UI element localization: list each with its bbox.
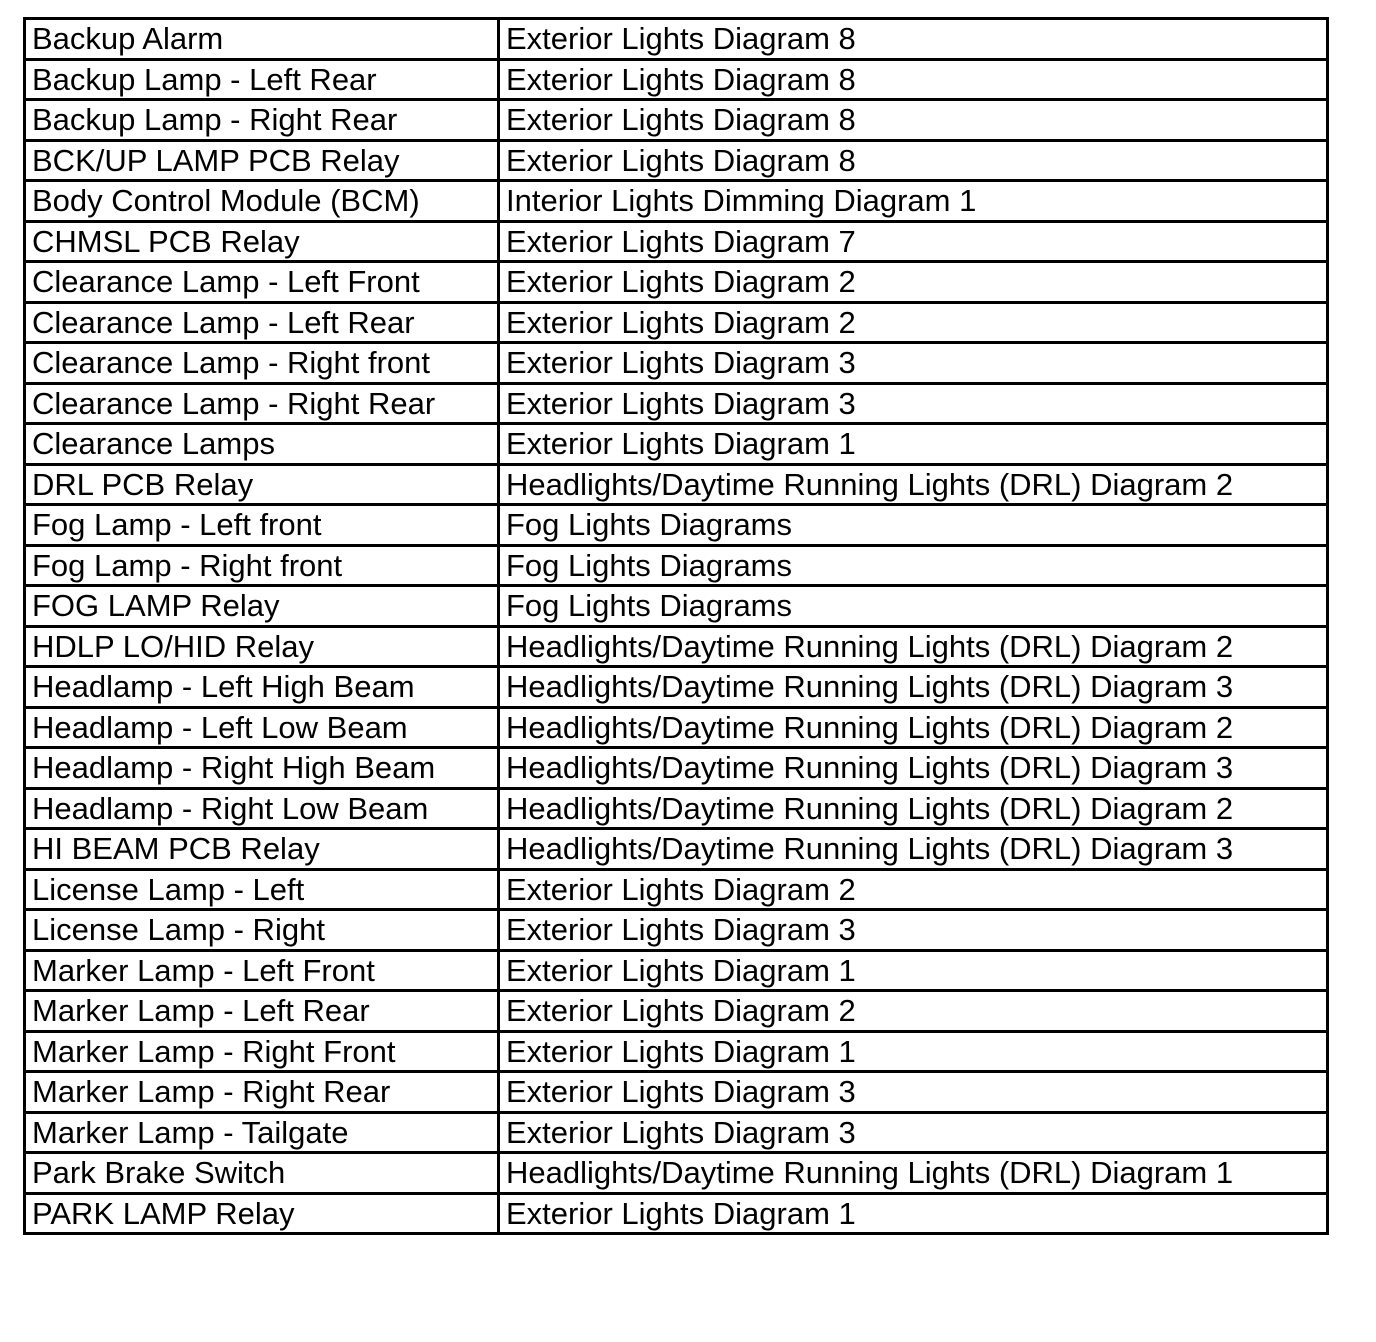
diagram-reference-cell: Exterior Lights Diagram 8 (499, 19, 1328, 60)
diagram-reference-cell: Headlights/Daytime Running Lights (DRL) Diagram 3 (499, 667, 1328, 708)
diagram-reference-cell: Exterior Lights Diagram 3 (499, 1072, 1328, 1113)
component-cell: BCK/UP LAMP PCB Relay (25, 140, 499, 181)
component-cell: Backup Alarm (25, 19, 499, 60)
table-row (25, 464, 1328, 505)
component-cell: Headlamp - Left High Beam (25, 667, 499, 708)
component-cell: Fog Lamp - Left front (25, 505, 499, 546)
diagram-reference-cell: Headlights/Daytime Running Lights (DRL) Diagram 2 (499, 626, 1328, 667)
table-row (25, 545, 1328, 586)
diagram-reference-cell: Exterior Lights Diagram 1 (499, 1031, 1328, 1072)
component-index-table (23, 17, 1329, 1235)
diagram-reference-cell: Headlights/Daytime Running Lights (DRL) Diagram 1 (499, 1153, 1328, 1194)
diagram-reference-cell: Fog Lights Diagrams (499, 586, 1328, 627)
component-cell: Headlamp - Right High Beam (25, 748, 499, 789)
table-row (25, 140, 1328, 181)
component-cell: Headlamp - Right Low Beam (25, 788, 499, 829)
diagram-reference-cell: Exterior Lights Diagram 2 (499, 302, 1328, 343)
component-cell: DRL PCB Relay (25, 464, 499, 505)
diagram-reference-cell: Exterior Lights Diagram 2 (499, 262, 1328, 303)
diagram-reference-cell: Fog Lights Diagrams (499, 505, 1328, 546)
table-row (25, 829, 1328, 870)
diagram-reference-cell: Exterior Lights Diagram 1 (499, 1193, 1328, 1234)
diagram-reference-cell: Exterior Lights Diagram 3 (499, 910, 1328, 951)
table-row (25, 100, 1328, 141)
component-cell: Marker Lamp - Left Rear (25, 991, 499, 1032)
diagram-reference-cell: Headlights/Daytime Running Lights (DRL) Diagram 2 (499, 707, 1328, 748)
component-cell: Clearance Lamp - Right front (25, 343, 499, 384)
table-row (25, 586, 1328, 627)
table-row (25, 221, 1328, 262)
component-cell: Headlamp - Left Low Beam (25, 707, 499, 748)
table-body (25, 19, 1328, 1234)
component-cell: Marker Lamp - Left Front (25, 950, 499, 991)
component-cell: HDLP LO/HID Relay (25, 626, 499, 667)
component-cell: Fog Lamp - Right front (25, 545, 499, 586)
component-cell: Clearance Lamp - Right Rear (25, 383, 499, 424)
diagram-reference-cell: Headlights/Daytime Running Lights (DRL) Diagram 3 (499, 829, 1328, 870)
table-row (25, 626, 1328, 667)
component-cell: Marker Lamp - Right Front (25, 1031, 499, 1072)
diagram-reference-cell: Exterior Lights Diagram 3 (499, 343, 1328, 384)
component-cell: Park Brake Switch (25, 1153, 499, 1194)
diagram-reference-cell: Exterior Lights Diagram 2 (499, 991, 1328, 1032)
table-row (25, 383, 1328, 424)
diagram-reference-cell: Interior Lights Dimming Diagram 1 (499, 181, 1328, 222)
component-cell: License Lamp - Left (25, 869, 499, 910)
table-row (25, 181, 1328, 222)
table-row (25, 1112, 1328, 1153)
diagram-reference-cell: Headlights/Daytime Running Lights (DRL) Diagram 2 (499, 464, 1328, 505)
table-row (25, 343, 1328, 384)
component-cell: Clearance Lamps (25, 424, 499, 465)
component-cell: CHMSL PCB Relay (25, 221, 499, 262)
diagram-reference-cell: Exterior Lights Diagram 3 (499, 383, 1328, 424)
table-row (25, 1072, 1328, 1113)
diagram-reference-cell: Exterior Lights Diagram 2 (499, 869, 1328, 910)
diagram-reference-cell: Exterior Lights Diagram 1 (499, 950, 1328, 991)
component-cell: FOG LAMP Relay (25, 586, 499, 627)
component-cell: Marker Lamp - Right Rear (25, 1072, 499, 1113)
component-cell: Backup Lamp - Left Rear (25, 59, 499, 100)
diagram-reference-cell: Fog Lights Diagrams (499, 545, 1328, 586)
table-row (25, 707, 1328, 748)
table-row (25, 910, 1328, 951)
table-row (25, 667, 1328, 708)
component-cell: HI BEAM PCB Relay (25, 829, 499, 870)
component-cell: Marker Lamp - Tailgate (25, 1112, 499, 1153)
component-cell: License Lamp - Right (25, 910, 499, 951)
diagram-reference-cell: Headlights/Daytime Running Lights (DRL) Diagram 2 (499, 788, 1328, 829)
diagram-reference-cell: Exterior Lights Diagram 1 (499, 424, 1328, 465)
table-row (25, 869, 1328, 910)
component-cell: PARK LAMP Relay (25, 1193, 499, 1234)
component-cell: Backup Lamp - Right Rear (25, 100, 499, 141)
component-cell: Clearance Lamp - Left Rear (25, 302, 499, 343)
component-cell: Clearance Lamp - Left Front (25, 262, 499, 303)
diagram-reference-cell: Exterior Lights Diagram 8 (499, 59, 1328, 100)
table-row (25, 302, 1328, 343)
diagram-reference-cell: Exterior Lights Diagram 7 (499, 221, 1328, 262)
table-row (25, 424, 1328, 465)
table-row (25, 19, 1328, 60)
diagram-reference-cell: Headlights/Daytime Running Lights (DRL) Diagram 3 (499, 748, 1328, 789)
component-cell: Body Control Module (BCM) (25, 181, 499, 222)
table-row (25, 788, 1328, 829)
table-row (25, 748, 1328, 789)
diagram-reference-cell: Exterior Lights Diagram 8 (499, 100, 1328, 141)
table-row (25, 991, 1328, 1032)
diagram-reference-cell: Exterior Lights Diagram 3 (499, 1112, 1328, 1153)
table-row (25, 505, 1328, 546)
table-row (25, 59, 1328, 100)
table-row (25, 1153, 1328, 1194)
table-row (25, 950, 1328, 991)
table-row (25, 1031, 1328, 1072)
diagram-reference-cell: Exterior Lights Diagram 8 (499, 140, 1328, 181)
table-row (25, 262, 1328, 303)
table-row (25, 1193, 1328, 1234)
